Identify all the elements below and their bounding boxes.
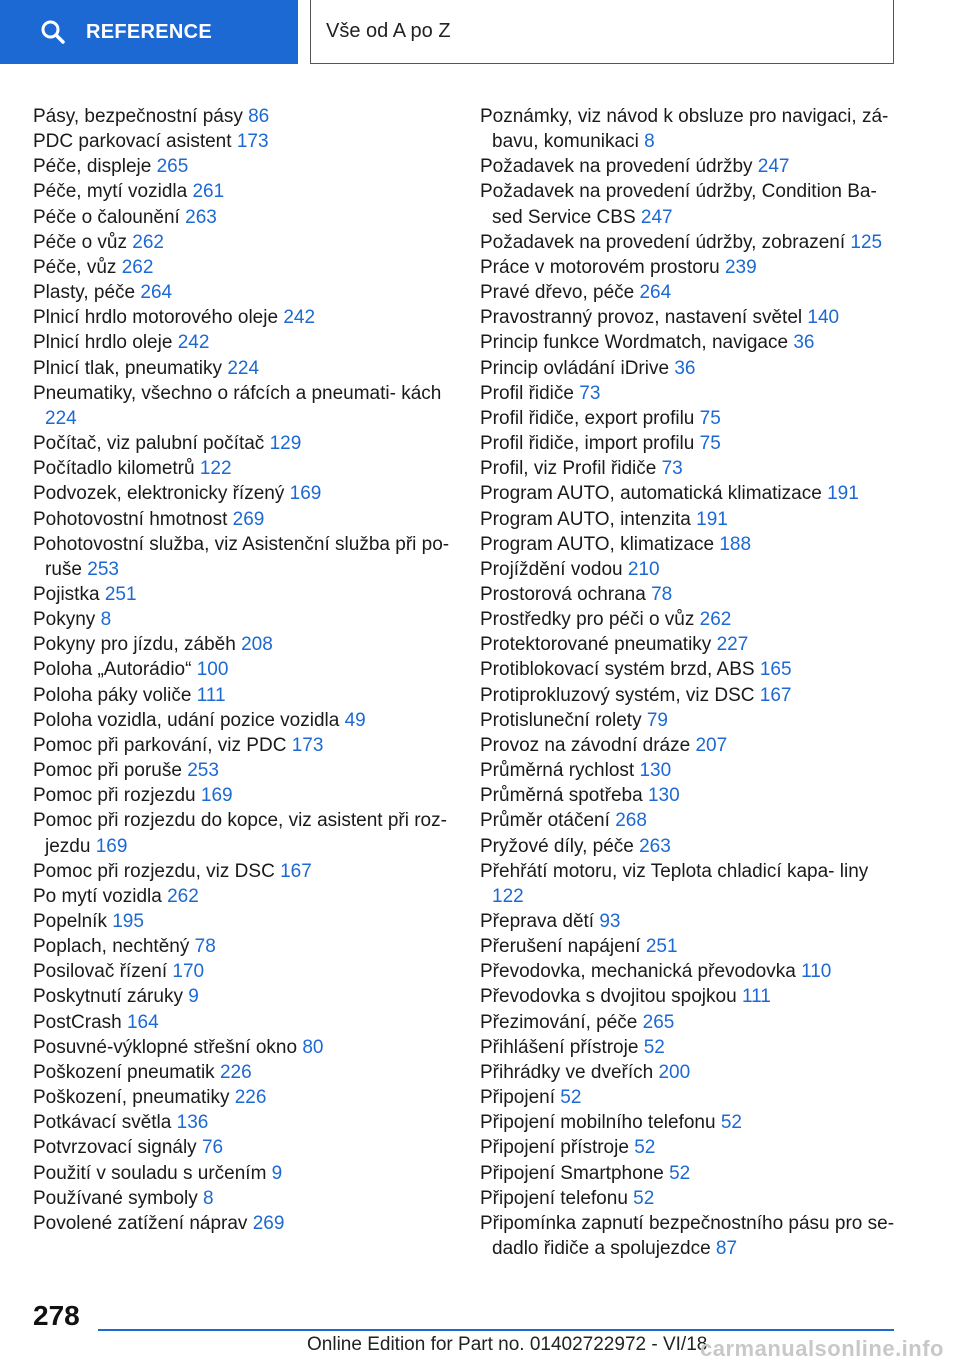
entry-text: Plnicí hrdlo motorového oleje <box>33 307 279 329</box>
index-entry <box>33 884 453 909</box>
entry-text: Profil řidiče, export profilu <box>480 407 695 429</box>
index-entry <box>480 758 895 783</box>
page-link[interactable]: 173 <box>236 131 269 153</box>
index-entry <box>33 708 453 733</box>
page-link[interactable]: 191 <box>827 483 859 505</box>
index-entry <box>33 1035 453 1060</box>
entry-text: Pravostranný provoz, nastavení světel <box>480 307 803 329</box>
index-entry <box>33 733 453 758</box>
entry-text: Použití v souladu s určením <box>33 1162 267 1184</box>
entry-text: Pohotovostní hmotnost <box>33 508 228 530</box>
page-link[interactable]: 265 <box>156 156 189 178</box>
entry-text: Po mytí vozidla <box>33 885 162 907</box>
index-entry <box>33 758 453 783</box>
index-entry <box>33 934 453 959</box>
index-entry <box>480 406 895 431</box>
page-link[interactable]: 9 <box>271 1162 283 1184</box>
page-link[interactable]: 253 <box>87 558 119 580</box>
page-link[interactable]: 208 <box>241 634 273 656</box>
page-link[interactable]: 52 <box>633 1187 655 1209</box>
entry-text: Připojení mobilního telefonu <box>480 1112 716 1134</box>
entry-text: Přeprava dětí <box>480 911 595 932</box>
page-link[interactable]: 262 <box>699 609 732 631</box>
entry-text: Připojení telefonu <box>480 1187 628 1209</box>
index-entry <box>480 1211 895 1261</box>
entry-text: Pásy, bezpečnostní pásy <box>33 106 243 127</box>
index-entry <box>33 607 453 632</box>
index-entry <box>33 1085 453 1110</box>
page-link[interactable]: 169 <box>200 785 233 807</box>
page-link[interactable]: 122 <box>199 458 232 480</box>
index-entry <box>33 481 453 506</box>
entry-text: Profil, viz Profil řidiče <box>480 458 657 480</box>
index-entry <box>33 582 453 607</box>
entry-text: Potkávací světla <box>33 1112 172 1134</box>
index-entry <box>480 808 895 833</box>
page-link[interactable]: 169 <box>289 483 322 505</box>
page-link[interactable]: 78 <box>194 936 216 958</box>
page-link[interactable]: 52 <box>634 1137 656 1159</box>
entry-text: Pravé dřevo, péče <box>480 282 635 304</box>
page-number: 278 <box>33 1300 80 1331</box>
page-link[interactable]: 100 <box>196 659 229 681</box>
page-link[interactable]: 173 <box>291 734 324 756</box>
index-entry <box>33 104 453 129</box>
entry-text: Péče, mytí vozidla <box>33 181 188 203</box>
entry-text: Potvrzovací signály <box>33 1137 197 1159</box>
index-entry <box>33 305 453 330</box>
page-link[interactable]: 264 <box>140 282 173 304</box>
page-link[interactable]: 167 <box>759 684 792 706</box>
reference-label: REFERENCE <box>86 20 213 43</box>
index-entry <box>33 532 453 582</box>
entry-text: Program AUTO, automatická klimatizace <box>480 483 822 505</box>
entry-text: Protektorované pneumatiky <box>480 634 712 656</box>
index-entry <box>480 607 895 632</box>
page-link[interactable]: 224 <box>45 407 77 429</box>
entry-text: Pojistka <box>33 583 100 605</box>
entry-text: Převodovka s dvojitou spojkou <box>480 986 737 1008</box>
section-title: Vše od A po Z <box>326 20 451 42</box>
entry-text: Projíždění vodou <box>480 558 623 580</box>
page-link[interactable]: 165 <box>759 659 792 681</box>
page-link[interactable]: 251 <box>104 583 137 605</box>
index-entry <box>480 632 895 657</box>
index-entry <box>480 708 895 733</box>
entry-text: PostCrash <box>33 1011 122 1033</box>
index-entry <box>33 356 453 381</box>
index-entry <box>480 104 895 154</box>
index-entry <box>33 1161 453 1186</box>
entry-text: Počítač, viz palubní počítač <box>33 433 265 455</box>
index-entry <box>480 280 895 305</box>
entry-text: Podvozek, elektronicky řízený <box>33 483 285 505</box>
page-link[interactable]: 49 <box>344 709 366 731</box>
page-link[interactable]: 52 <box>720 1112 742 1134</box>
page-link[interactable]: 169 <box>95 835 128 857</box>
entry-text: Plasty, péče <box>33 282 136 304</box>
entry-text: Poloha „Autorádio“ <box>33 659 192 681</box>
entry-text: Pokyny pro jízdu, záběh <box>33 634 236 656</box>
page-link[interactable]: 262 <box>121 256 154 278</box>
page-link[interactable]: 242 <box>283 307 316 329</box>
page-link[interactable]: 87 <box>715 1238 738 1260</box>
index-entry <box>33 1186 453 1211</box>
page-link[interactable]: 247 <box>640 206 673 228</box>
index-entry <box>33 683 453 708</box>
index-entry <box>480 1110 895 1135</box>
entry-text: Plnicí hrdlo oleje <box>33 332 173 354</box>
page-link[interactable]: 75 <box>699 433 721 455</box>
page-link[interactable]: 78 <box>651 583 673 605</box>
entry-text: Přehřátí motoru, viz Teplota chladicí kapa‐ liny <box>480 860 869 882</box>
index-entry <box>480 431 895 456</box>
index-entry <box>480 934 895 959</box>
index-entry <box>480 481 895 506</box>
index-entry <box>33 456 453 481</box>
index-entry <box>480 356 895 381</box>
page-link[interactable]: 86 <box>248 106 270 127</box>
entry-text: Pohotovostní služba, viz Asistenční služba při po‐ ruše <box>33 533 450 580</box>
entry-text: Přerušení napájení <box>480 936 641 958</box>
entry-text: Profil řidiče <box>480 382 574 404</box>
entry-text: Poskytnutí záruky <box>33 986 183 1008</box>
index-entry <box>33 179 453 204</box>
entry-text: Pryžové díly, péče <box>480 835 634 857</box>
entry-text: PDC parkovací asistent <box>33 131 232 153</box>
entry-text: Pomoc při rozjezdu <box>33 785 196 807</box>
index-entry <box>480 179 895 229</box>
entry-text: Poškození, pneumatiky <box>33 1087 230 1109</box>
entry-text: Připojení <box>480 1087 555 1109</box>
page-link[interactable]: 73 <box>579 382 601 404</box>
entry-text: Přihrádky ve dveřích <box>480 1061 654 1083</box>
page-link[interactable]: 200 <box>658 1061 691 1083</box>
page-link[interactable]: 52 <box>643 1036 665 1058</box>
index-entry <box>480 1161 895 1186</box>
index-entry <box>33 859 453 884</box>
page-link[interactable]: 52 <box>560 1087 582 1109</box>
entry-text: Poplach, nechtěný <box>33 936 190 958</box>
index-entry <box>480 1085 895 1110</box>
page-link[interactable]: 93 <box>599 911 621 932</box>
entry-text: Požadavek na provedení údržby <box>480 156 753 178</box>
entry-text: Průměrná spotřeba <box>480 785 643 807</box>
page-link[interactable]: 170 <box>172 961 205 983</box>
index-entry <box>480 255 895 280</box>
page-link[interactable]: 36 <box>793 332 815 354</box>
index-entry <box>480 783 895 808</box>
index-entry <box>480 330 895 355</box>
entry-text: Péče, vůz <box>33 256 117 278</box>
footer-divider <box>98 1329 894 1331</box>
index-entry <box>480 230 895 255</box>
index-entry <box>480 1060 895 1085</box>
index-entry <box>33 431 453 456</box>
page-link[interactable]: 52 <box>669 1162 691 1184</box>
page-link[interactable]: 226 <box>234 1087 267 1109</box>
page-link[interactable]: 130 <box>647 785 680 807</box>
page-link[interactable]: 36 <box>674 357 696 379</box>
entry-text: Prostředky pro péči o vůz <box>480 609 695 631</box>
entry-text: Péče o čalounění <box>33 206 180 228</box>
index-entry <box>33 1110 453 1135</box>
entry-text: Posuvné-výklopné střešní okno <box>33 1036 298 1058</box>
entry-text: Připomínka zapnutí bezpečnostního pásu pro se‐ dadlo řidiče a spolujezdce <box>480 1212 895 1260</box>
entry-text: Profil řidiče, import profilu <box>480 433 695 455</box>
index-entry <box>33 330 453 355</box>
entry-text: Používané symboly <box>33 1187 198 1209</box>
index-entry <box>33 1135 453 1160</box>
index-entry <box>480 859 895 909</box>
page-link[interactable]: 110 <box>801 961 832 983</box>
page-link[interactable]: 8 <box>644 131 655 153</box>
entry-text: Pomoc při poruše <box>33 760 182 782</box>
entry-text: Práce v motorovém prostoru <box>480 256 720 278</box>
entry-text: Průměr otáčení <box>480 810 610 832</box>
index-entry <box>480 456 895 481</box>
page-link[interactable]: 261 <box>192 181 225 203</box>
index-entry <box>33 1211 453 1236</box>
page-link[interactable]: 224 <box>227 357 260 379</box>
header <box>0 0 960 66</box>
page-link[interactable]: 188 <box>719 533 752 555</box>
entry-text: Péče o vůz <box>33 231 127 253</box>
page-link[interactable]: 253 <box>187 760 219 782</box>
page-link[interactable]: 268 <box>615 810 647 832</box>
page-link[interactable]: 242 <box>177 332 210 354</box>
page-link[interactable]: 136 <box>176 1112 209 1134</box>
page-link[interactable]: 251 <box>645 936 678 958</box>
entry-text: Průměrná rychlost <box>480 760 635 782</box>
index-entry <box>33 255 453 280</box>
index-entry <box>480 1035 895 1060</box>
index-entry <box>480 733 895 758</box>
index-entry <box>480 1135 895 1160</box>
index-entry <box>33 1060 453 1085</box>
page-link[interactable]: 227 <box>716 634 749 656</box>
entry-text: Přihlášení přístroje <box>480 1036 639 1058</box>
page-link[interactable]: 263 <box>185 206 217 228</box>
index-entry <box>33 381 453 431</box>
reference-button[interactable] <box>0 0 298 64</box>
entry-text: Poškození pneumatik <box>33 1061 215 1083</box>
page-link[interactable]: 239 <box>724 256 757 278</box>
entry-text: Pomoc při rozjezdu do kopce, viz asistent při roz‐ jezdu <box>33 810 447 857</box>
entry-text: Program AUTO, intenzita <box>480 508 691 530</box>
index-entry <box>480 834 895 859</box>
page-link[interactable]: 75 <box>699 407 721 429</box>
page-link[interactable]: 262 <box>167 885 199 907</box>
watermark: carmanualsonline.info <box>700 1336 944 1361</box>
entry-text: Prostorová ochrana <box>480 583 646 605</box>
index-entry <box>33 507 453 532</box>
index-entry <box>33 808 453 858</box>
section-tab[interactable] <box>310 0 894 64</box>
page-link[interactable]: 265 <box>642 1011 675 1033</box>
entry-text: Program AUTO, klimatizace <box>480 533 715 555</box>
entry-text: Princip ovládání iDrive <box>480 357 670 379</box>
page-link[interactable]: 76 <box>201 1137 224 1159</box>
entry-text: Poloha páky voliče <box>33 684 192 706</box>
index-entry <box>33 230 453 255</box>
page-link[interactable]: 264 <box>639 282 672 304</box>
page-link[interactable]: 9 <box>188 986 199 1008</box>
index-entry <box>33 154 453 179</box>
entry-text: Princip funkce Wordmatch, navigace <box>480 332 789 354</box>
entry-text: Převodovka, mechanická převodovka <box>480 961 796 983</box>
page-link[interactable]: 73 <box>661 458 683 480</box>
entry-text: Požadavek na provedení údržby, zobrazení <box>480 231 846 253</box>
index-entry <box>33 1010 453 1035</box>
page-link[interactable]: 226 <box>219 1061 252 1083</box>
entry-text: Pneumatiky, všechno o ráfcích a pneumati‐ kách <box>33 382 442 404</box>
page-link[interactable]: 262 <box>132 231 164 253</box>
page-link[interactable]: 129 <box>269 433 302 455</box>
entry-text: Protiblokovací systém brzd, ABS <box>480 659 755 681</box>
page-link[interactable]: 210 <box>627 558 660 580</box>
page-link[interactable]: 122 <box>492 885 524 907</box>
entry-text: Plnicí tlak, pneumatiky <box>33 357 223 379</box>
index-column-right <box>480 104 895 1261</box>
index-entry <box>480 1010 895 1035</box>
page-link[interactable]: 8 <box>203 1187 214 1209</box>
page-link[interactable]: 125 <box>850 231 883 253</box>
page-link[interactable]: 167 <box>280 860 312 882</box>
entry-text: Péče, displeje <box>33 156 152 178</box>
index-entry <box>480 657 895 682</box>
index-entry <box>480 959 895 984</box>
entry-text: Pomoc při parkování, viz PDC <box>33 734 287 756</box>
index-column-left <box>33 104 453 1236</box>
page-link[interactable]: 269 <box>232 508 265 530</box>
entry-text: Požadavek na provedení údržby, Condition Ba‐ sed Service CBS <box>480 181 877 228</box>
index-entry <box>480 984 895 1009</box>
entry-text: Provoz na závodní dráze <box>480 734 691 756</box>
entry-text: Popelník <box>33 911 107 932</box>
entry-text: Poznámky, viz návod k obsluze pro navigaci, zá‐ bavu, komunikaci <box>480 106 889 153</box>
index-entry <box>33 909 453 934</box>
page-link[interactable]: 247 <box>757 156 790 178</box>
entry-text: Připojení přístroje <box>480 1137 629 1159</box>
entry-text: Počítadlo kilometrů <box>33 458 195 480</box>
search-icon <box>40 19 66 45</box>
index-entry <box>33 783 453 808</box>
entry-text: Pomoc při rozjezdu, viz DSC <box>33 860 275 882</box>
index-entry <box>480 1186 895 1211</box>
index-entry <box>33 657 453 682</box>
index-entry <box>480 532 895 557</box>
page-link[interactable]: 8 <box>100 609 112 631</box>
page-link[interactable]: 111 <box>196 684 226 706</box>
index-entry <box>480 683 895 708</box>
entry-text: Povolené zatížení náprav <box>33 1212 248 1234</box>
entry-text: Poloha vozidla, udání pozice vozidla <box>33 709 340 731</box>
index-entry <box>480 557 895 582</box>
page-link[interactable]: 80 <box>302 1036 324 1058</box>
page-link[interactable]: 263 <box>639 835 671 857</box>
page-link[interactable]: 207 <box>695 734 728 756</box>
page-link[interactable]: 140 <box>807 307 840 329</box>
entry-text: Připojení Smartphone <box>480 1162 664 1184</box>
index-entry <box>480 507 895 532</box>
page-link[interactable]: 130 <box>639 760 672 782</box>
edition-text: Online Edition for Part no. 01402722972 - VI/18 <box>307 1334 708 1355</box>
page-link[interactable]: 269 <box>252 1212 285 1234</box>
page-link[interactable]: 195 <box>112 911 144 932</box>
page-link[interactable]: 111 <box>741 986 771 1008</box>
page-link[interactable]: 191 <box>696 508 728 530</box>
index-entry <box>480 305 895 330</box>
entry-text: Pokyny <box>33 609 96 631</box>
index-entry <box>33 984 453 1009</box>
index-entry <box>480 381 895 406</box>
page-link[interactable]: 79 <box>646 709 668 731</box>
entry-text: Protiprokluzový systém, viz DSC <box>480 684 755 706</box>
index-entry <box>33 632 453 657</box>
index-entry <box>33 959 453 984</box>
entry-text: Posilovač řízení <box>33 961 168 983</box>
index-entry <box>33 280 453 305</box>
index-entry <box>480 582 895 607</box>
index-entry <box>480 909 895 934</box>
index-entry <box>33 205 453 230</box>
index-entry <box>480 154 895 179</box>
entry-text: Přezimování, péče <box>480 1011 638 1033</box>
index-entry <box>33 129 453 154</box>
entry-text: Protisluneční rolety <box>480 709 642 731</box>
page-link[interactable]: 164 <box>126 1011 159 1033</box>
